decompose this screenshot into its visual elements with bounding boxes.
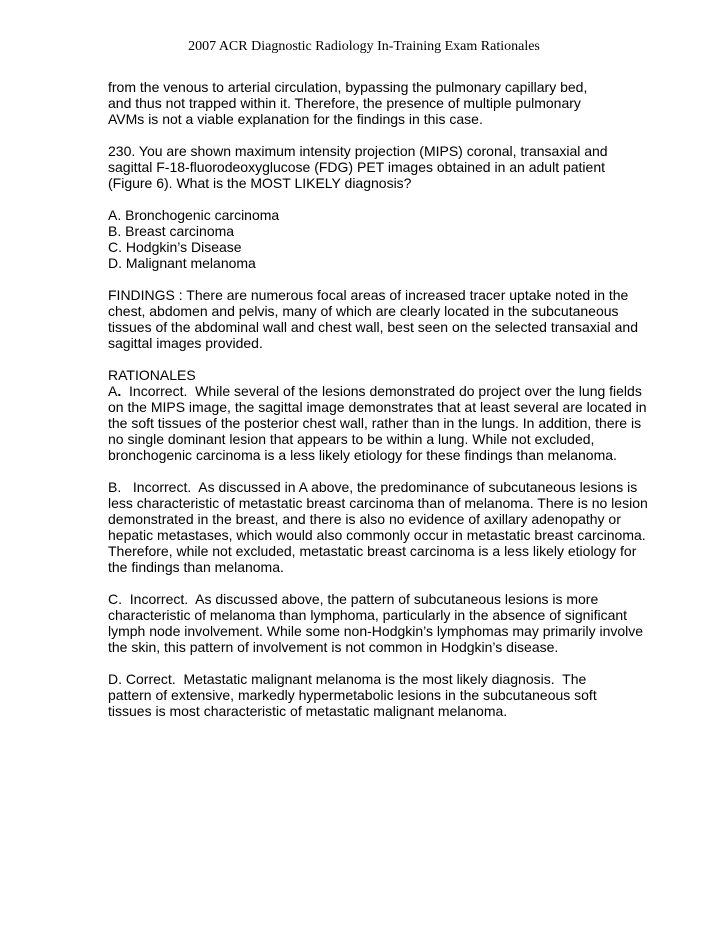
text-line: from the venous to arterial circulation, bypassing the pulmonary capillary bed, [108, 79, 588, 95]
rationale-b-line: B. Incorrect. As discussed in A above, the predominance of subcutaneous lesions is [108, 479, 638, 495]
document-body [108, 79, 688, 719]
text-line: lymph node involvement. While some non-Hodgkin’s lymphomas may primarily involve [108, 623, 644, 639]
option-c: C. Hodgkin’s Disease [108, 239, 242, 255]
text-line: on the MIPS image, the sagittal image demonstrates that at least several are located in [108, 399, 647, 415]
intro-paragraph [108, 79, 688, 127]
text-line: the skin, this pattern of involvement is not common in Hodgkin’s disease. [108, 639, 559, 655]
text-line: AVMs is not a viable explanation for the findings in this case. [108, 111, 483, 127]
text-line: less characteristic of metastatic breast carcinoma than of melanoma. There is no lesion [108, 495, 648, 511]
text-line: characteristic of melanoma than lymphoma, particularly in the absence of significant [108, 607, 628, 623]
rationales-heading: RATIONALES [108, 367, 196, 383]
text-line: pattern of extensive, markedly hypermetabolic lesions in the subcutaneous soft [108, 687, 597, 703]
text-line: the findings than melanoma. [108, 559, 284, 575]
rationale-d-line: D. Correct. Metastatic malignant melanoma is the most likely diagnosis. The [108, 671, 587, 687]
text-line: sagittal F-18-fluorodeoxyglucose (FDG) PET images obtained in an adult patient [108, 159, 606, 175]
rationale-a-text: Incorrect. While several of the lesions demonstrated do project over the lung fields [121, 383, 642, 399]
findings-paragraph [108, 287, 688, 351]
text-line: bronchogenic carcinoma is a less likely etiology for these findings than melanoma. [108, 447, 617, 463]
rationale-a-first-line [108, 383, 688, 399]
text-line: demonstrated in the breast, and there is also no evidence of axillary adenopathy or [108, 511, 621, 527]
answer-options [108, 207, 688, 271]
option-d: D. Malignant melanoma [108, 255, 256, 271]
page-header: 2007 ACR Diagnostic Radiology In-Training Exam Rationales [188, 39, 540, 54]
text-line: tissues of the abdominal wall and chest wall, best seen on the selected transaxial and [108, 319, 638, 335]
text-line: the soft tissues of the posterior chest wall, rather than in the lungs. In addition, there is [108, 415, 642, 431]
text-line: Therefore, while not excluded, metastatic breast carcinoma is a less likely etiology for [108, 543, 637, 559]
text-line: no single dominant lesion that appears to be within a lung. While not excluded, [108, 431, 595, 447]
text-line: chest, abdomen and pelvis, many of which are clearly located in the subcutaneous [108, 303, 619, 319]
text-line: and thus not trapped within it. Therefore, the presence of multiple pulmonary [108, 95, 581, 111]
option-b: B. Breast carcinoma [108, 223, 235, 239]
rationale-a-letter: A [108, 383, 118, 399]
text-line: FINDINGS : There are numerous focal areas of increased tracer uptake noted in the [108, 287, 629, 303]
rationale-a-period: . [117, 383, 122, 399]
text-line: hepatic metastases, which would also commonly occur in metastatic breast carcinoma. [108, 527, 646, 543]
text-line: (Figure 6). What is the MOST LIKELY diagnosis? [108, 175, 412, 191]
text-line: sagittal images provided. [108, 335, 263, 351]
text-line: tissues is most characteristic of metastatic malignant melanoma. [108, 703, 508, 719]
text-line: 230. You are shown maximum intensity projection (MIPS) coronal, transaxial and [108, 143, 608, 159]
option-a: A. Bronchogenic carcinoma [108, 207, 280, 223]
rationales-section [108, 367, 688, 719]
question-paragraph [108, 143, 688, 191]
rationale-c-line: C. Incorrect. As discussed above, the pattern of subcutaneous lesions is more [108, 591, 599, 607]
